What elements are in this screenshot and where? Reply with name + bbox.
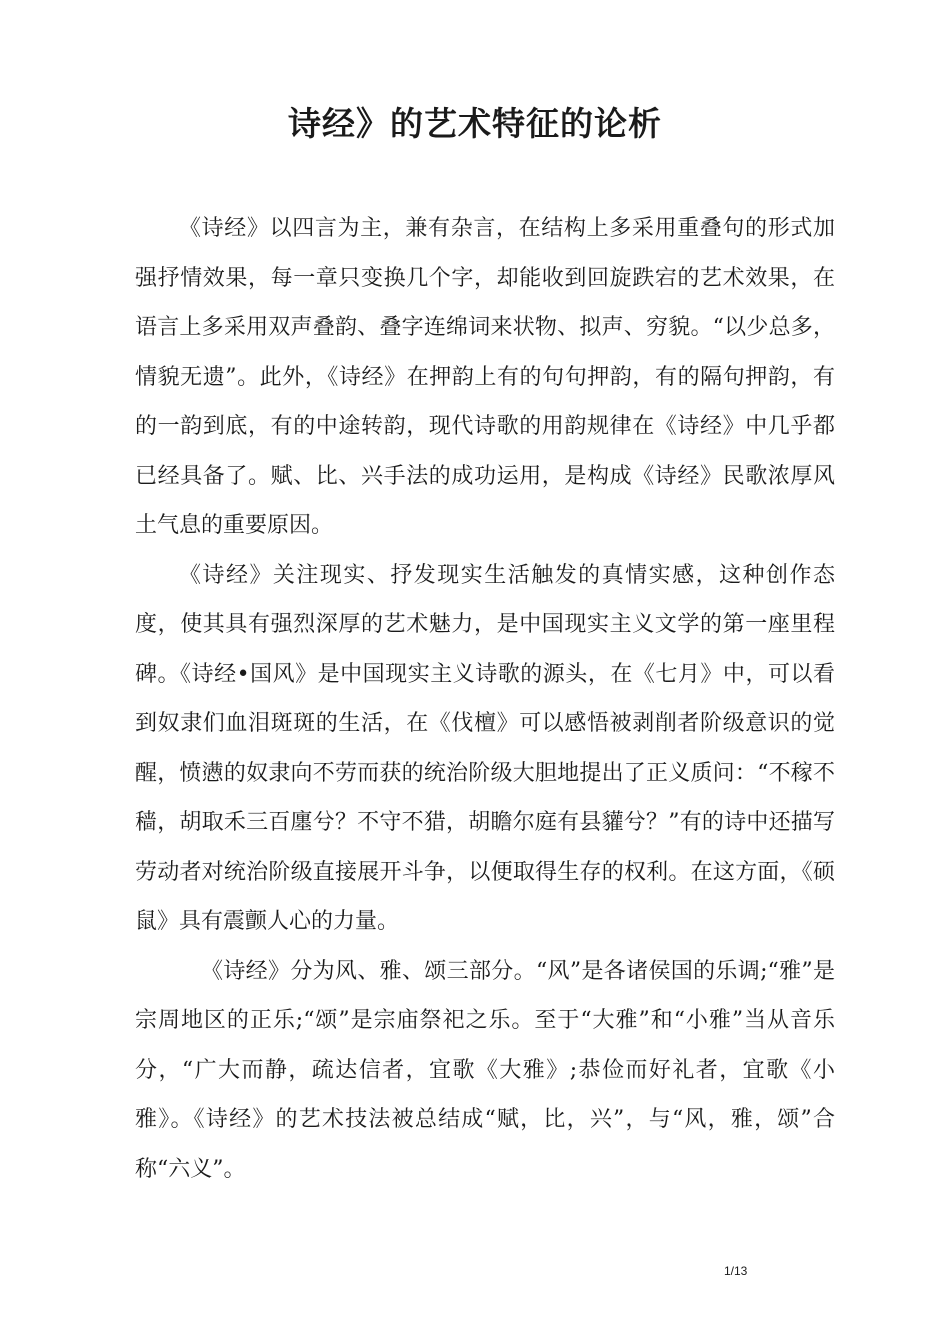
document-title: 诗经》的艺术特征的论析 — [288, 104, 662, 143]
paragraph-3: 《诗经》分为风、雅、颂三部分。“风”是各诸侯国的乐调;“雅”是宗周地区的正乐;“颂”是宗庙祭祀之乐。至于“大雅”和“小雅”当从音乐分，“广大而静，疏达信者，宜歌《大雅》;恭俭而好礼者，宜歌《小雅》。《诗经》的艺术技法被总结成“赋，比，兴”，与“风，雅，颂”合称“六义”。 — [135, 958, 835, 1182]
paragraph-1: 《诗经》以四言为主，兼有杂言，在结构上多采用重叠句的形式加强抒情效果，每一章只变换几个字，却能收到回旋跌宕的艺术效果，在语言上多采用双声叠韵、叠字连绵词来状物、拟声、穷貌。“以少总多，情貌无遗”。此外，《诗经》在押韵上有的句句押韵，有的隔句押韵，有的一韵到底，有的中途转韵，现代诗歌的用韵规律在《诗经》中几乎都已经具备了。赋、比、兴手法的成功运用，是构成《诗经》民歌浓厚风土气息的重要原因。 — [135, 216, 835, 538]
document-body — [135, 204, 835, 1194]
page-number: 1/13 — [724, 1264, 748, 1278]
paragraph-2: 《诗经》关注现实、抒发现实生活触发的真情实感，这种创作态度，使其具有强烈深厚的艺术魅力，是中国现实主义文学的第一座里程碑。《诗经•国风》是中国现实主义诗歌的源头，在《七月》中，可以看到奴隶们血泪斑斑的生活，在《伐檀》可以感悟被剥削者阶级意识的觉醒，愤懑的奴隶向不劳而获的统治阶级大胆地提出了正义质问：“不稼不穑，胡取禾三百廛兮？不守不猎，胡瞻尔庭有县貛兮？”有的诗中还描写劳动者对统治阶级直接展开斗争，以便取得生存的权利。在这方面，《硕鼠》具有震颤人心的力量。 — [135, 562, 835, 934]
